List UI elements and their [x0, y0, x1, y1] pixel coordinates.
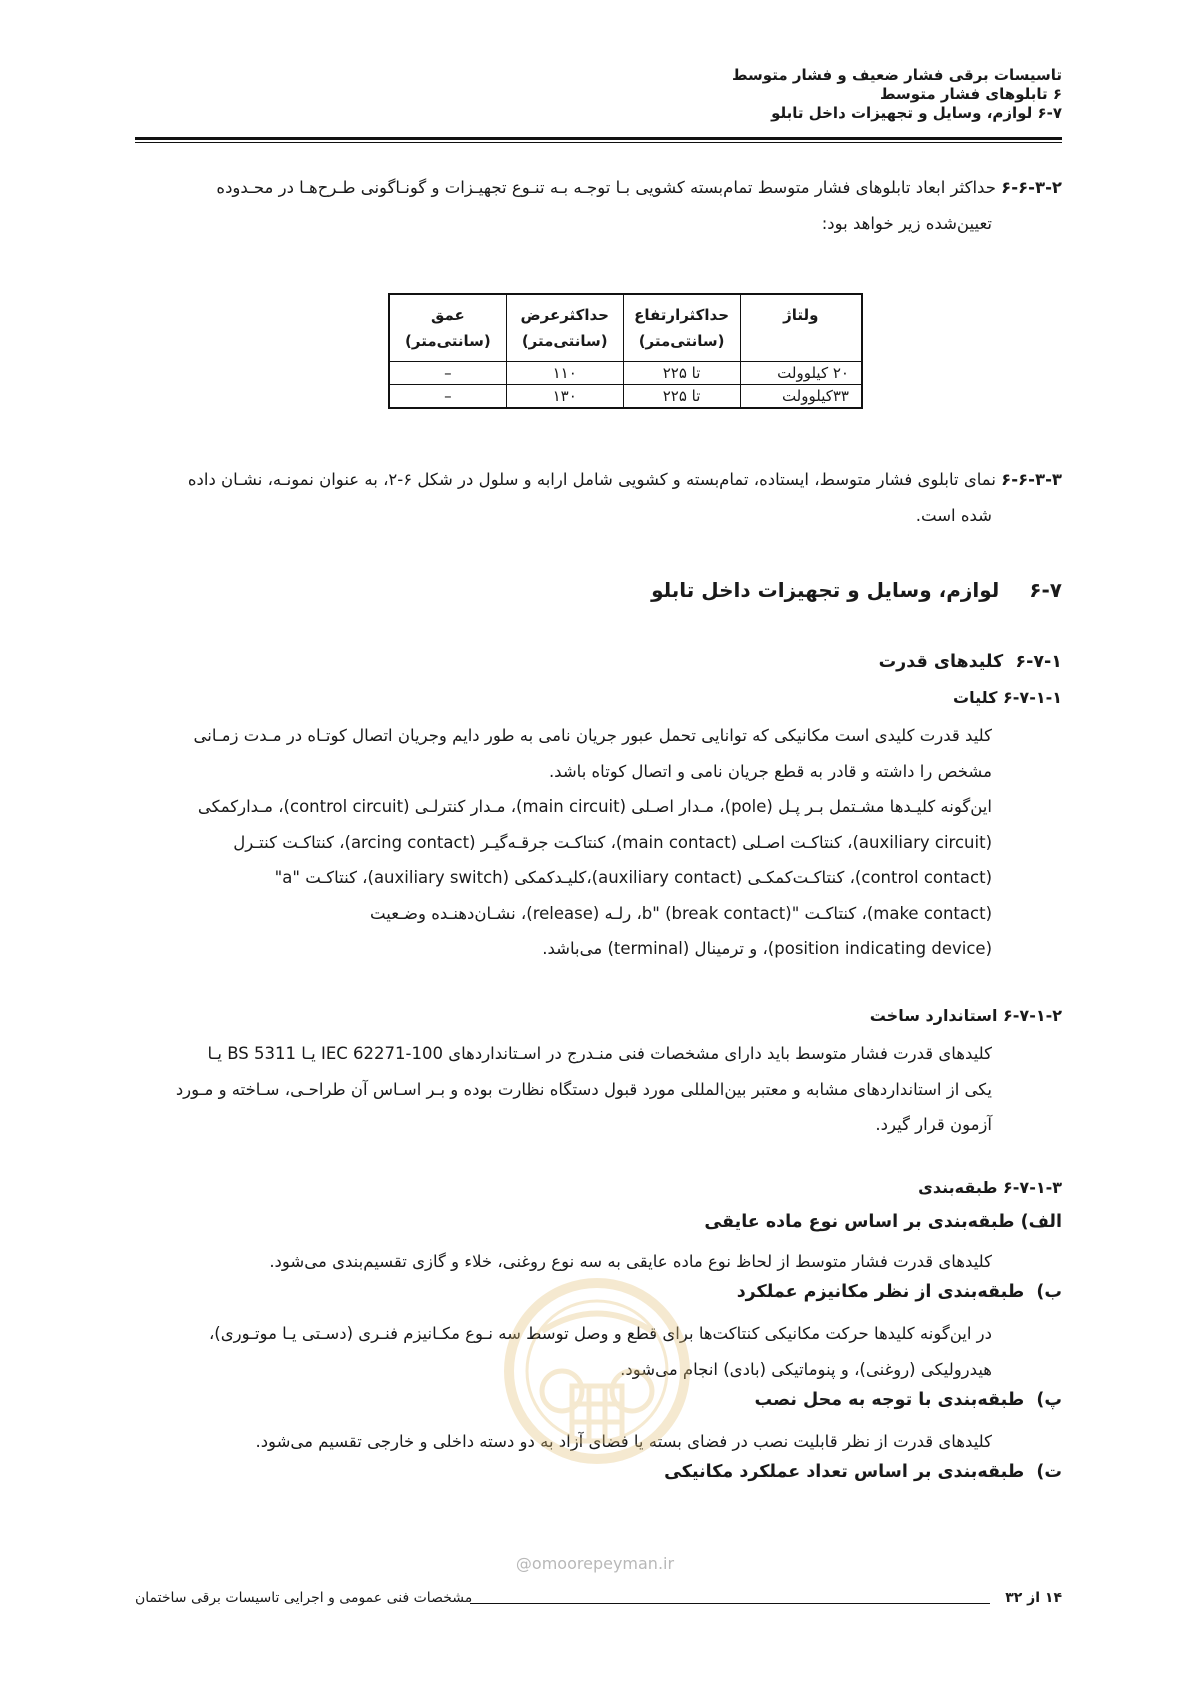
table-row — [389, 385, 862, 409]
paragraph-line: این‌گونه کلیـدها مشـتمل بـر پـل (pole)، مـدار اصـلی (main circuit)، مـدار کنترلـی (control circuit)، مـدارکمکی — [197, 797, 992, 816]
cell-depth: – — [389, 385, 506, 409]
paragraph-line — [132, 170, 1062, 206]
cell-width: ۱۱۰ — [506, 362, 623, 385]
paragraph-general — [132, 718, 992, 967]
paragraph-line: در این‌گونه کلیدها حرکت مکانیکی کنتاکت‌ها برای قطع و وصل توسط سه نـوع مکـانیزم فنـری (دسـتی یـا موتـوری)، — [208, 1324, 992, 1343]
section-heading-6-7-1-2 — [870, 1006, 1062, 1025]
cell-height: تا ۲۲۵ — [623, 385, 740, 409]
header-rule-thick — [135, 137, 1062, 140]
footer-rule — [470, 1603, 990, 1604]
paragraph-line: آزمون قرار گیرد. — [875, 1115, 992, 1134]
paragraph-standard — [132, 1036, 992, 1143]
running-header — [362, 66, 1062, 123]
paragraph-line: (make contact)، کنتاکـت "b" (break contact)، رلـه (release)، نشـان‌دهنـده وضـعیت — [370, 903, 992, 923]
cell-width: ۱۳۰ — [506, 385, 623, 409]
paragraph-6-6-3-2 — [132, 170, 1062, 241]
subheading-pe — [755, 1390, 1062, 1410]
paragraph-line: یکی از استانداردهای مشابه و معتبر بین‌المللی مورد قبول دستگاه نظارت بوده و بـر اسـاس آن طراحـی، سـاخته و مـورد — [175, 1079, 992, 1099]
page-number: ۱۴ از ۳۲ — [1005, 1590, 1062, 1606]
item-title: طبقه‌بندی از نظر مکانیزم عملکرد — [736, 1282, 1025, 1302]
cell-voltage: ۲۰ کیلوولت — [740, 362, 862, 385]
cell-voltage: ۳۳کیلوولت — [740, 385, 862, 409]
subheading-alef — [704, 1212, 1062, 1232]
watermark-site: @omoorepeyman.ir — [515, 1554, 675, 1573]
paragraph-line: کلید قدرت کلیدی است مکانیکی که توانایی تحمل عبور جریان نامی به طور دایم وجریان اتصال کوتـاه در مـدت زمـانی — [193, 726, 992, 745]
section-number: ۶-۷-۱-۲ — [1003, 1006, 1062, 1025]
section-number: ۶-۷ — [1029, 578, 1062, 602]
item-label: ت) — [1036, 1462, 1062, 1482]
item-label: پ) — [1036, 1390, 1062, 1410]
section-title: طبقه‌بندی — [918, 1178, 998, 1197]
dimensions-table — [388, 293, 863, 409]
paragraph-line: کلیدهای قدرت فشار متوسط از لحاظ نوع ماده عایقی به سه نوع روغنی، خلاء و گازی تقسیم‌بندی می‌شود. — [269, 1252, 992, 1271]
section-title: استاندارد ساخت — [869, 1006, 998, 1025]
section-title: کلیات — [952, 688, 998, 707]
header-depth: عمق (سانتی‌متر) — [389, 294, 506, 362]
section-heading-6-7 — [651, 578, 1062, 602]
paragraph-line: (control contact)، کنتاکـت‌کمکـی (auxiliary contact)،کلیـدکمکی (auxiliary switch)، کنتاکـت "a" — [274, 868, 992, 887]
paragraph-line — [132, 462, 1062, 498]
subheading-be — [737, 1282, 1062, 1302]
paragraph-text: حداکثر ابعاد تابلوهای فشار متوسط تمام‌بسته کشویی بـا توجـه بـه تنـوع تجهیـزات و گونـاگونی طـرح‌هـا در محـدوده — [216, 178, 996, 197]
header-line-3: ۶-۷ لوازم، وسایل و تجهیزات داخل تابلو — [771, 104, 1062, 122]
header-rule-thin — [135, 142, 1062, 143]
clause-number: ۶-۶-۳-۳ — [1001, 470, 1062, 489]
paragraph-text: نمای تابلوی فشار متوسط، ایستاده، تمام‌بسته و کشویی شامل ارابه و سلول در شکل ۶-۲، به عنوان نمونـه، نشـان داده — [187, 470, 996, 489]
omoore-peyman-logo-icon — [502, 1271, 692, 1481]
paragraph-6-6-3-3 — [132, 462, 1062, 533]
section-number: ۶-۷-۱-۱ — [1003, 688, 1062, 707]
section-heading-6-7-1 — [879, 652, 1062, 672]
clause-number: ۶-۶-۳-۲ — [1001, 178, 1062, 197]
item-title: طبقه‌بندی با توجه به محل نصب — [754, 1390, 1025, 1410]
cell-height: تا ۲۲۵ — [623, 362, 740, 385]
header-width: حداکثرعرض (سانتی‌متر) — [506, 294, 623, 362]
section-title: لوازم، وسایل و تجهیزات داخل تابلو — [651, 578, 1000, 602]
header-height: حداکثرارتفاع (سانتی‌متر) — [623, 294, 740, 362]
paragraph-line: (auxiliary circuit)، کنتاکـت اصـلی (main contact)، کنتاکـت جرقـه‌گیـر (arcing contact)، کنتاکـت کنتـرل — [233, 832, 992, 852]
section-number: ۶-۷-۱-۳ — [1003, 1178, 1062, 1197]
section-heading-6-7-1-3 — [918, 1178, 1062, 1197]
paragraph-line: کلیدهای قدرت از نظر قابلیت نصب در فضای بسته یا فضای آزاد به دو دسته داخلی و خارجی تقسیم می‌شود. — [255, 1432, 992, 1451]
header-line-2: ۶ تابلوهای فشار متوسط — [879, 85, 1062, 103]
footer-title: مشخصات فنی عمومی و اجرایی تاسیسات برقی ساختمان — [135, 1590, 473, 1606]
item-title: طبقه‌بندی بر اساس تعداد عملکرد مکانیکی — [664, 1462, 1025, 1482]
paragraph-line: مشخص را داشته و قادر به قطع جریان نامی و اتصال کوتاه باشد. — [548, 761, 992, 781]
header-voltage: ولتاژ — [740, 294, 862, 362]
item-title: طبقه‌بندی بر اساس نوع ماده عایقی — [704, 1212, 1015, 1232]
paragraph-line: (position indicating device)، و ترمینال (terminal) می‌باشد. — [542, 939, 992, 958]
paragraph-line: هیدرولیکی (روغنی)، و پنوماتیکی (بادی) انجام می‌شود. — [620, 1359, 992, 1379]
section-number: ۶-۷-۱ — [1015, 652, 1062, 672]
item-label: الف) — [1020, 1212, 1062, 1232]
table-header-row — [389, 294, 862, 362]
table-row — [389, 362, 862, 385]
subheading-te — [664, 1462, 1062, 1482]
paragraph-line: تعیین‌شده زیر خواهد بود: — [821, 213, 992, 233]
cell-depth: – — [389, 362, 506, 385]
section-heading-6-7-1-1 — [953, 688, 1062, 707]
section-title: کلیدهای قدرت — [878, 652, 1004, 672]
header-line-1: تاسیسات برقی فشار ضعیف و فشار متوسط — [731, 66, 1062, 84]
item-label: ب) — [1036, 1282, 1062, 1302]
paragraph-line: کلیدهای قدرت فشار متوسط باید دارای مشخصات فنی منـدرج در اسـتانداردهای IEC 62271-100 یـا BS 5311 یـا — [207, 1044, 992, 1063]
paragraph-line: شده است. — [915, 505, 992, 525]
